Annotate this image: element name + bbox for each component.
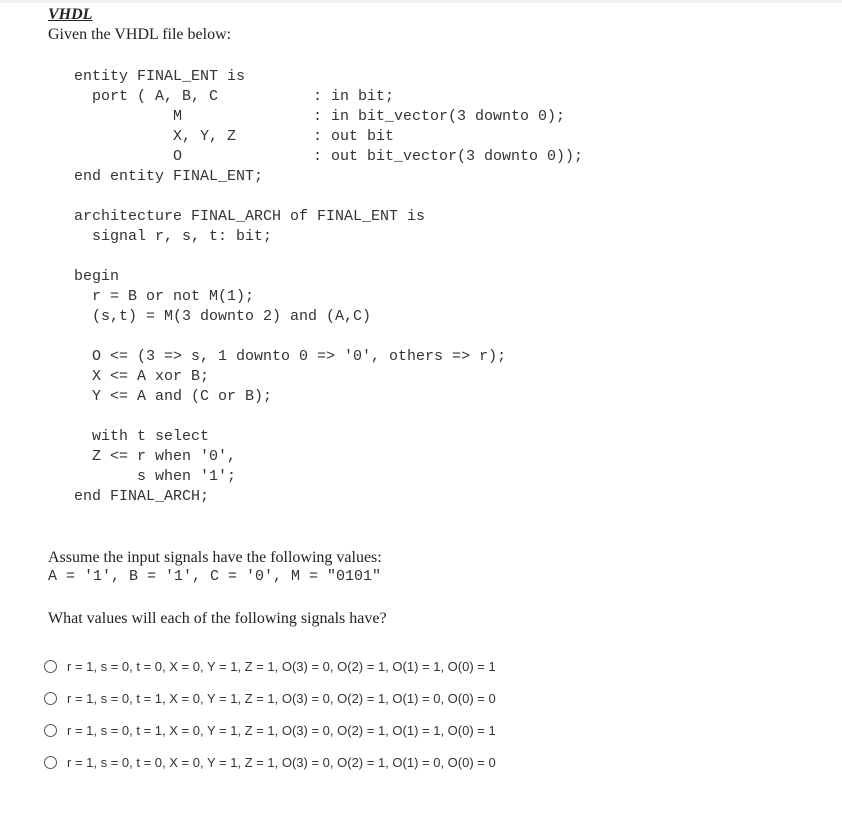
radio-button-icon[interactable] [44,692,57,705]
answer-option-3[interactable] [44,720,496,740]
code-entity-line-2: port ( A, B, C [74,88,219,105]
answer-option-label: r = 1, s = 0, t = 0, X = 0, Y = 1, Z = 1, O(3) = 0, O(2) = 1, O(1) = 0, O(0) = 0 [67,754,496,770]
code-entity-line-4: X, Y, Z [74,128,237,145]
assume-text: Assume the input signals have the following values: [48,549,382,566]
answer-option-label: r = 1, s = 0, t = 1, X = 0, Y = 1, Z = 1, O(3) = 0, O(2) = 1, O(1) = 1, O(0) = 1 [67,722,496,738]
code-assign-line-2: X <= A xor B; [74,368,210,385]
code-begin-line-2: r = B or not M(1); [74,288,255,305]
answer-option-label: r = 1, s = 0, t = 1, X = 0, Y = 1, Z = 1, O(3) = 0, O(2) = 1, O(1) = 0, O(0) = 0 [67,690,496,706]
top-border [0,0,842,3]
code-select-line-2: Z <= r when '0', [74,448,237,465]
code-assign-line-1: O <= (3 => s, 1 downto 0 => '0', others => r); [74,348,507,365]
code-select-line-3: s when '1'; [74,468,237,485]
radio-button-icon[interactable] [44,724,57,737]
code-begin-line-3: (s,t) = M(3 downto 2) and (A,C) [74,308,372,325]
code-port-type-4: : out bit_vector(3 downto 0)); [313,148,584,165]
question-text: What values will each of the following signals have? [48,610,387,627]
code-entity-line-1: entity FINAL_ENT is [74,68,246,85]
code-arch-line-2: signal r, s, t: bit; [74,228,273,245]
code-select-line-1: with t select [74,428,210,445]
answer-option-1[interactable] [44,656,496,676]
code-begin-line-1: begin [74,268,120,285]
radio-button-icon[interactable] [44,756,57,769]
radio-button-icon[interactable] [44,660,57,673]
code-port-type-1: : in bit; [313,88,395,105]
intro-text: Given the VHDL file below: [48,26,232,43]
answer-option-label: r = 1, s = 0, t = 0, X = 0, Y = 1, Z = 1, O(3) = 0, O(2) = 1, O(1) = 1, O(0) = 1 [67,658,496,674]
code-assign-line-3: Y <= A and (C or B); [74,388,273,405]
code-port-type-3: : out bit [313,128,395,145]
code-entity-line-5: O [74,148,183,165]
code-port-type-2: : in bit_vector(3 downto 0); [313,108,566,125]
code-entity-line-6: end entity FINAL_ENT; [74,168,264,185]
assume-values: A = '1', B = '1', C = '0', M = "0101" [48,568,382,585]
answer-option-4[interactable] [44,752,496,772]
code-arch-line-1: architecture FINAL_ARCH of FINAL_ENT is [74,208,426,225]
answer-option-2[interactable] [44,688,496,708]
code-select-line-4: end FINAL_ARCH; [74,488,210,505]
page-title: VHDL [48,6,93,23]
code-entity-line-3: M [74,108,183,125]
